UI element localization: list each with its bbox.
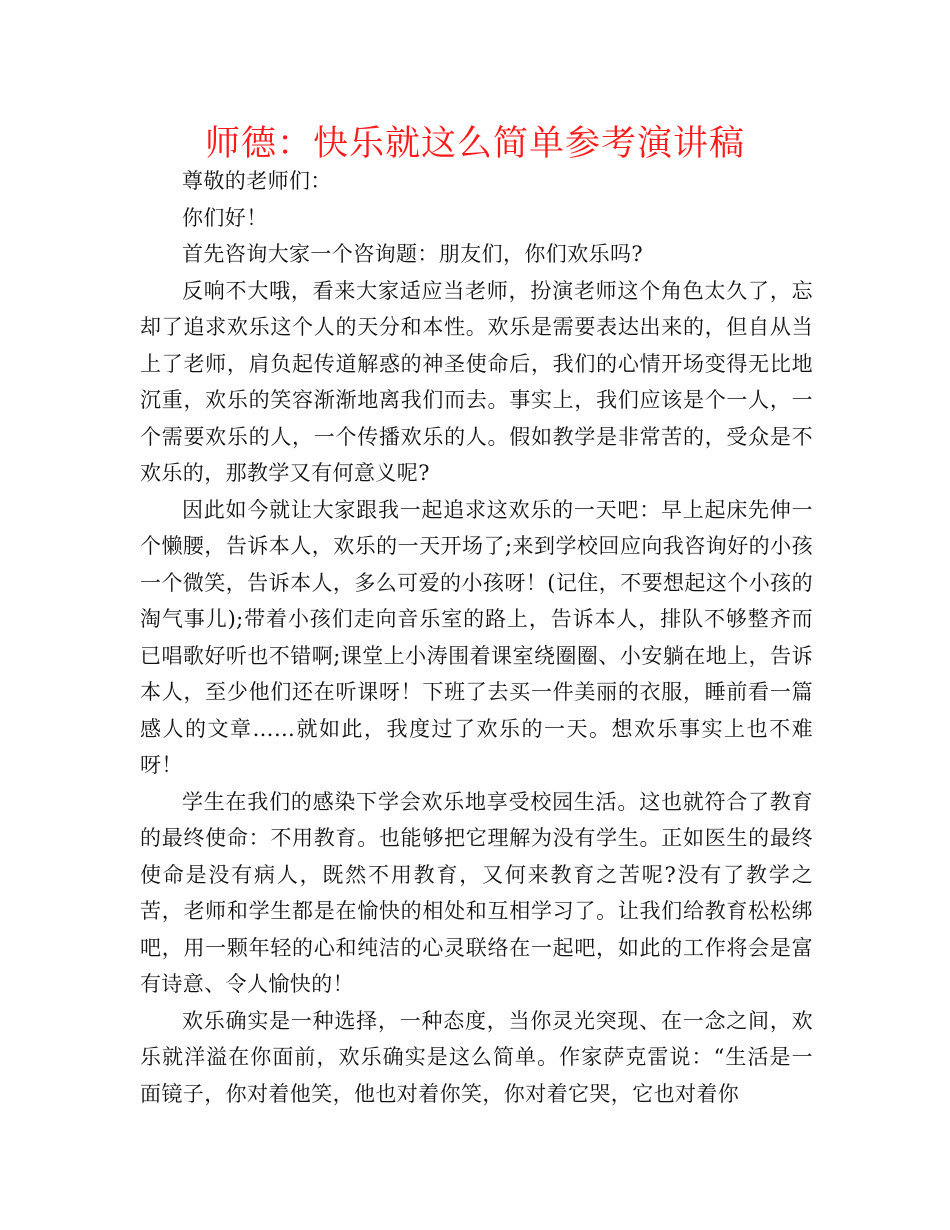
paragraph-choice: 欢乐确实是一种选择，一种态度，当你灵光突现、在一念之间，欢乐就洋溢在你面前，欢乐确实是这么简单。作家萨克雷说：“生活是一面镜子，你对着他笑，他也对着你笑，你对着它哭，它也对着你 <box>140 1008 813 1106</box>
document-title: 师德：快乐就这么简单参考演讲稿 <box>204 124 745 164</box>
paragraph-greeting: 你们好！ <box>182 205 268 230</box>
paragraph-salutation: 尊敬的老师们： <box>182 169 332 193</box>
paragraph-happy-day: 因此如今就让大家跟我一起追求这欢乐的一天吧：早上起床先伸一个懒腰，告诉本人，欢乐的一天开场了;来到学校回应向我咨询好的小孩一个微笑，告诉本人，多么可爱的小孩呀！(记住，不要想起这个小孩的淘气事儿);带着小孩们走向音乐室的路上，告诉本人，排队不够整齐而已唱歌好听也不错啊;课堂上小涛围着课室绕圈圈、小安躺在地上，告诉本人，至少他们还在听课呀！下班了去买一件美丽的衣服，睡前看一篇感人的文章……就如此，我度过了欢乐的一天。想欢乐事实上也不难呀！ <box>140 497 813 777</box>
paragraph-reaction: 反响不大哦，看来大家适应当老师，扮演老师这个角色太久了，忘却了追求欢乐这个人的天分和本性。欢乐是需要表达出来的，但自从当上了老师，肩负起传道解惑的神圣使命后，我们的心情开场变得无比地沉重，欢乐的笑容渐渐地离我们而去。事实上，我们应该是个一人，一个需要欢乐的人，一个传播欢乐的人。假如教学是非常苦的，受众是不欢乐的，那教学又有何意义呢? <box>140 278 813 485</box>
document-body <box>140 163 813 1112</box>
paragraph-question: 首先咨询大家一个咨询题：朋友们，你们欢乐吗? <box>182 242 644 266</box>
paragraph-students: 学生在我们的感染下学会欢乐地享受校园生活。这也就符合了教育的最终使命：不用教育。也能够把它理解为没有学生。正如医生的最终使命是没有病人，既然不用教育，又何来教育之苦呢?没有了教学之苦，老师和学生都是在愉快的相处和互相学习了。让我们给教育松松绑吧，用一颗年轻的心和纯洁的心灵联络在一起吧，如此的工作将会是富有诗意、令人愉快的！ <box>140 789 813 996</box>
